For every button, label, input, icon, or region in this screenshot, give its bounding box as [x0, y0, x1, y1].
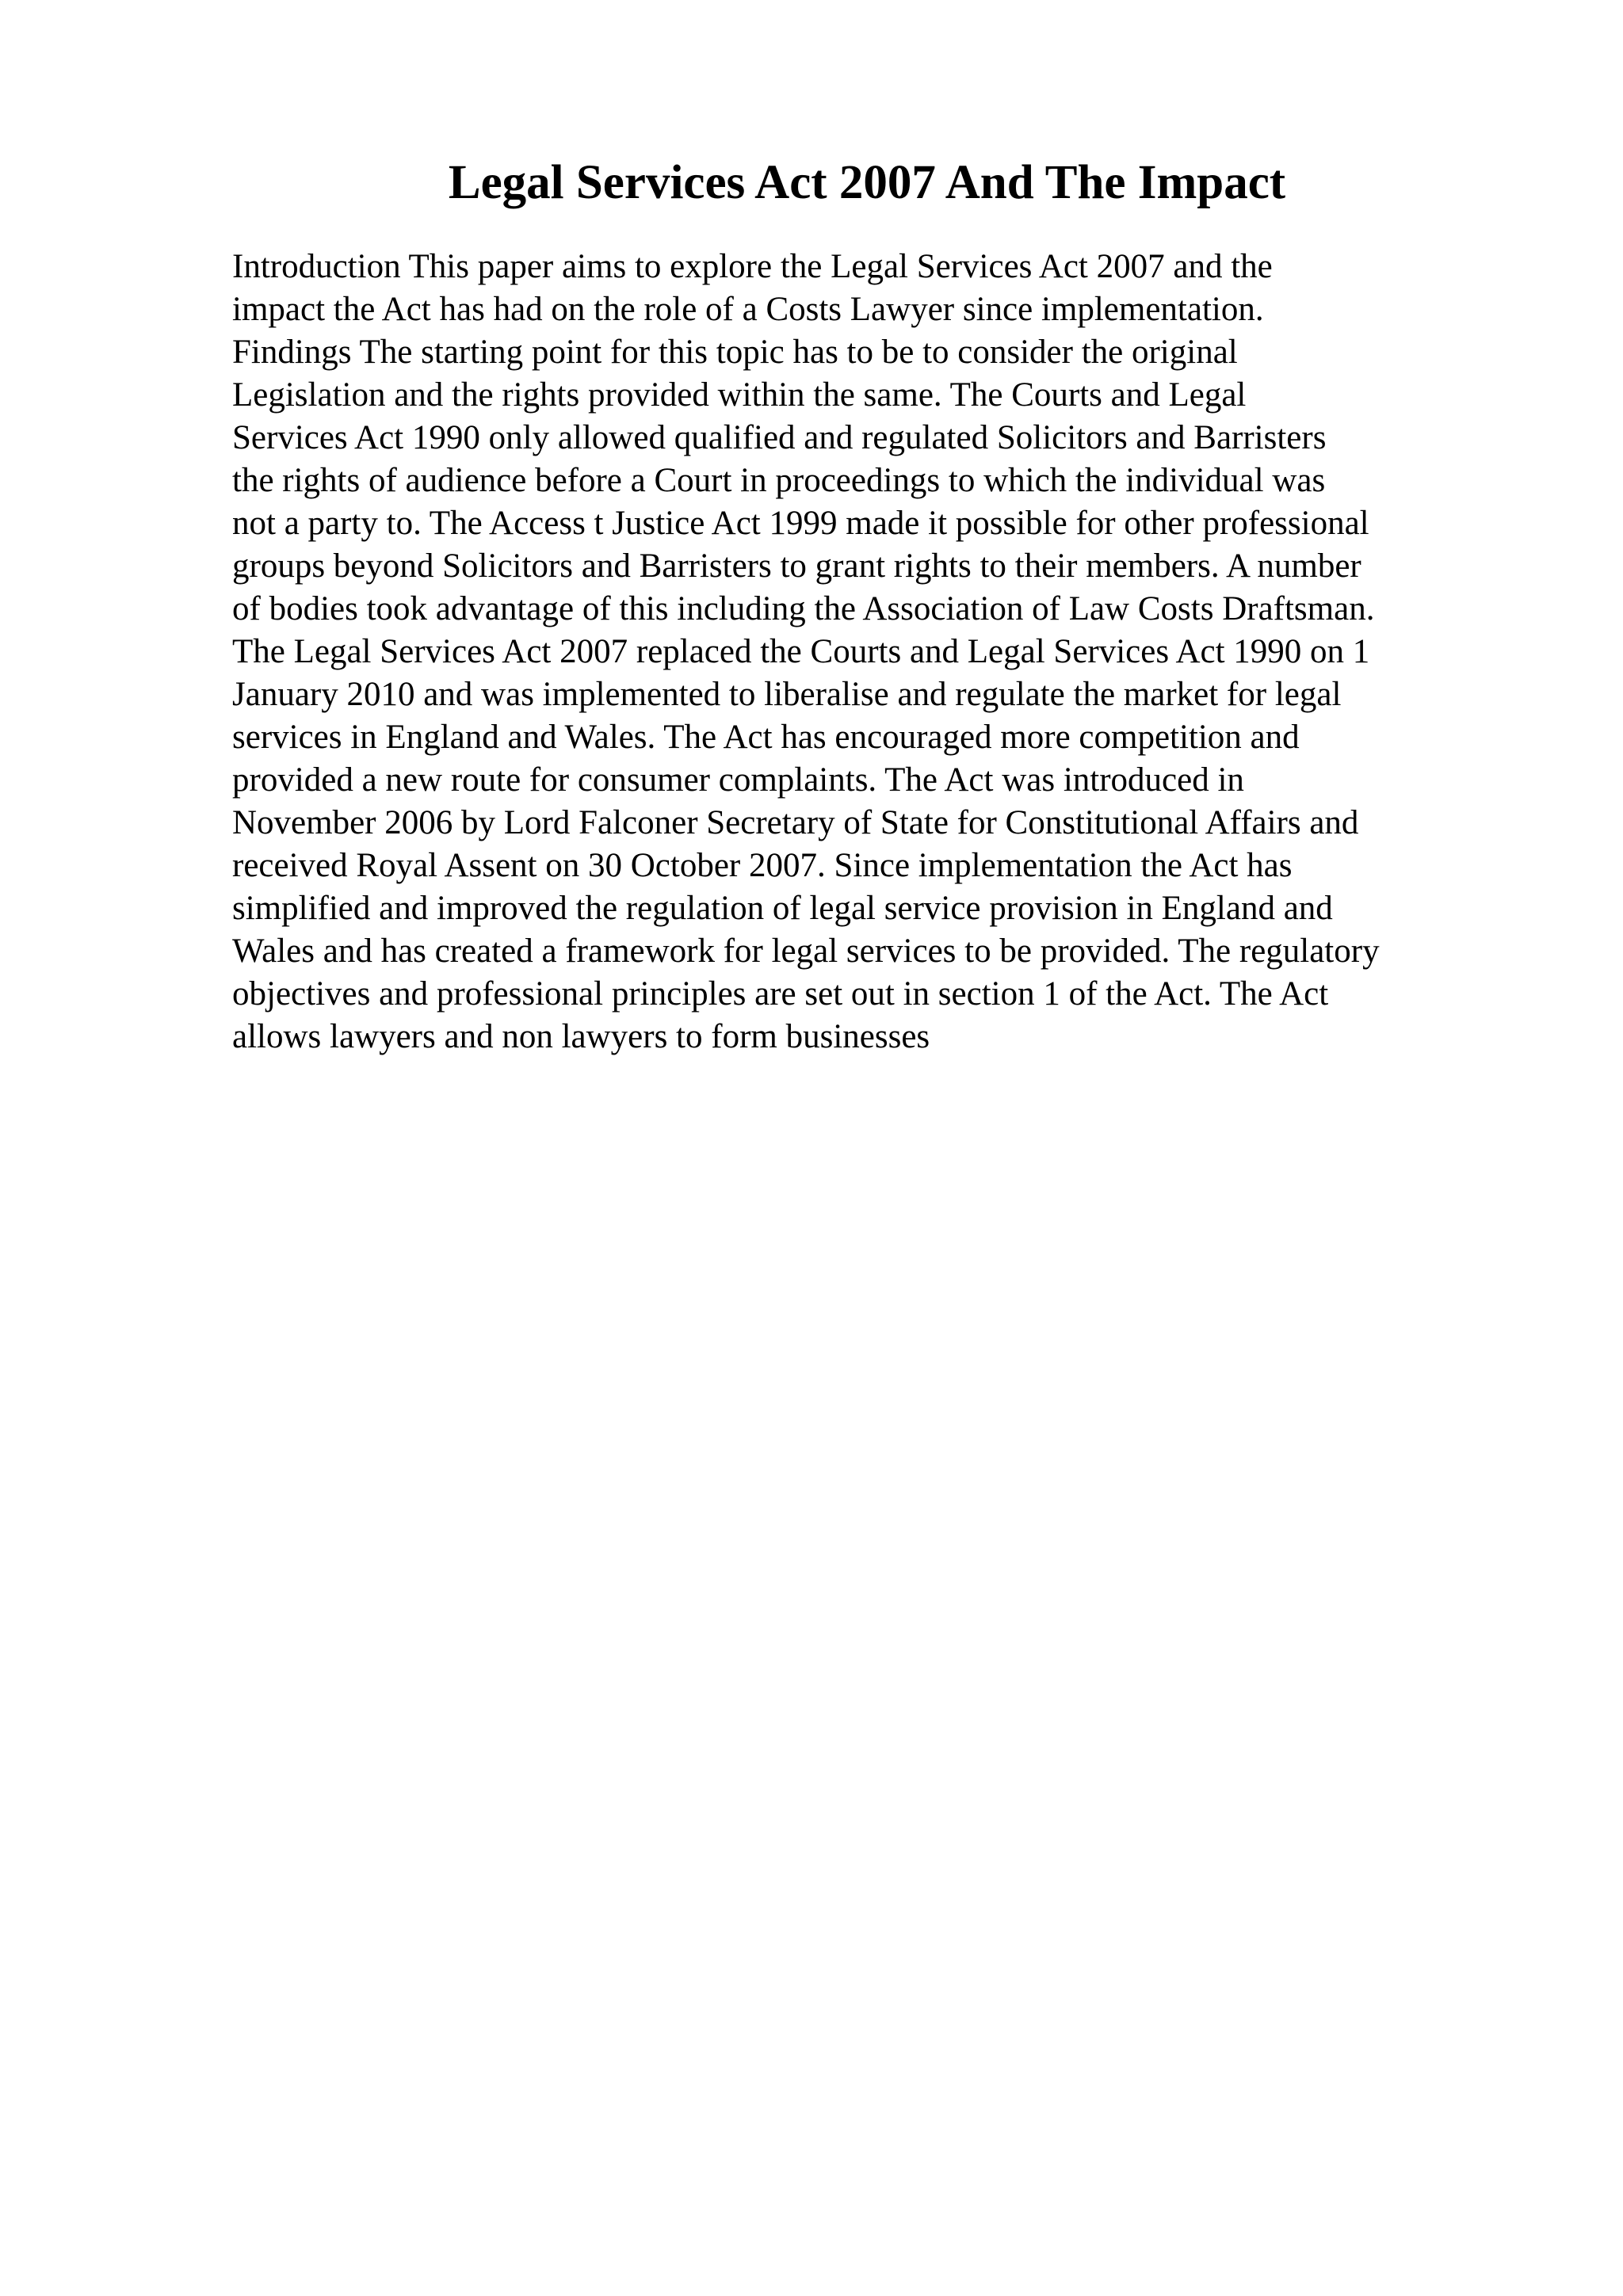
document-title: Legal Services Act 2007 And The Impact	[448, 156, 1286, 209]
body-line: simplified and improved the regulation of legal service provision in England and	[232, 890, 1333, 927]
body-line: Findings The starting point for this topic has to be to consider the original	[232, 334, 1238, 371]
body-line: Wales and has created a framework for legal services to be provided. The regulatory	[232, 933, 1380, 970]
body-line: the rights of audience before a Court in proceedings to which the individual was	[232, 462, 1326, 499]
body-line: November 2006 by Lord Falconer Secretary of State for Constitutional Affairs and	[232, 804, 1359, 841]
body-line: not a party to. The Access t Justice Act 1999 made it possible for other professional	[232, 505, 1369, 542]
body-line: objectives and professional principles are set out in section 1 of the Act. The Act	[232, 975, 1329, 1013]
body-line: impact the Act has had on the role of a Costs Lawyer since implementation.	[232, 291, 1264, 328]
body-line: provided a new route for consumer complaints. The Act was introduced in	[232, 761, 1244, 799]
body-line: services in England and Wales. The Act has encouraged more competition and	[232, 719, 1300, 756]
document-body	[232, 246, 1500, 1058]
body-line: Legislation and the rights provided within the same. The Courts and Legal	[232, 376, 1247, 414]
body-line: January 2010 and was implemented to liberalise and regulate the market for legal	[232, 676, 1342, 713]
body-line: allows lawyers and non lawyers to form businesses	[232, 1018, 930, 1055]
body-line: Services Act 1990 only allowed qualified and regulated Solicitors and Barristers	[232, 419, 1327, 456]
body-line: The Legal Services Act 2007 replaced the Courts and Legal Services Act 1990 on 1	[232, 633, 1370, 670]
body-line: groups beyond Solicitors and Barristers to grant rights to their members. A number	[232, 547, 1361, 585]
body-line: of bodies took advantage of this including the Association of Law Costs Draftsman.	[232, 590, 1375, 627]
body-line: received Royal Assent on 30 October 2007. Since implementation the Act has	[232, 847, 1293, 884]
body-line: Introduction This paper aims to explore the Legal Services Act 2007 and the	[232, 248, 1273, 285]
